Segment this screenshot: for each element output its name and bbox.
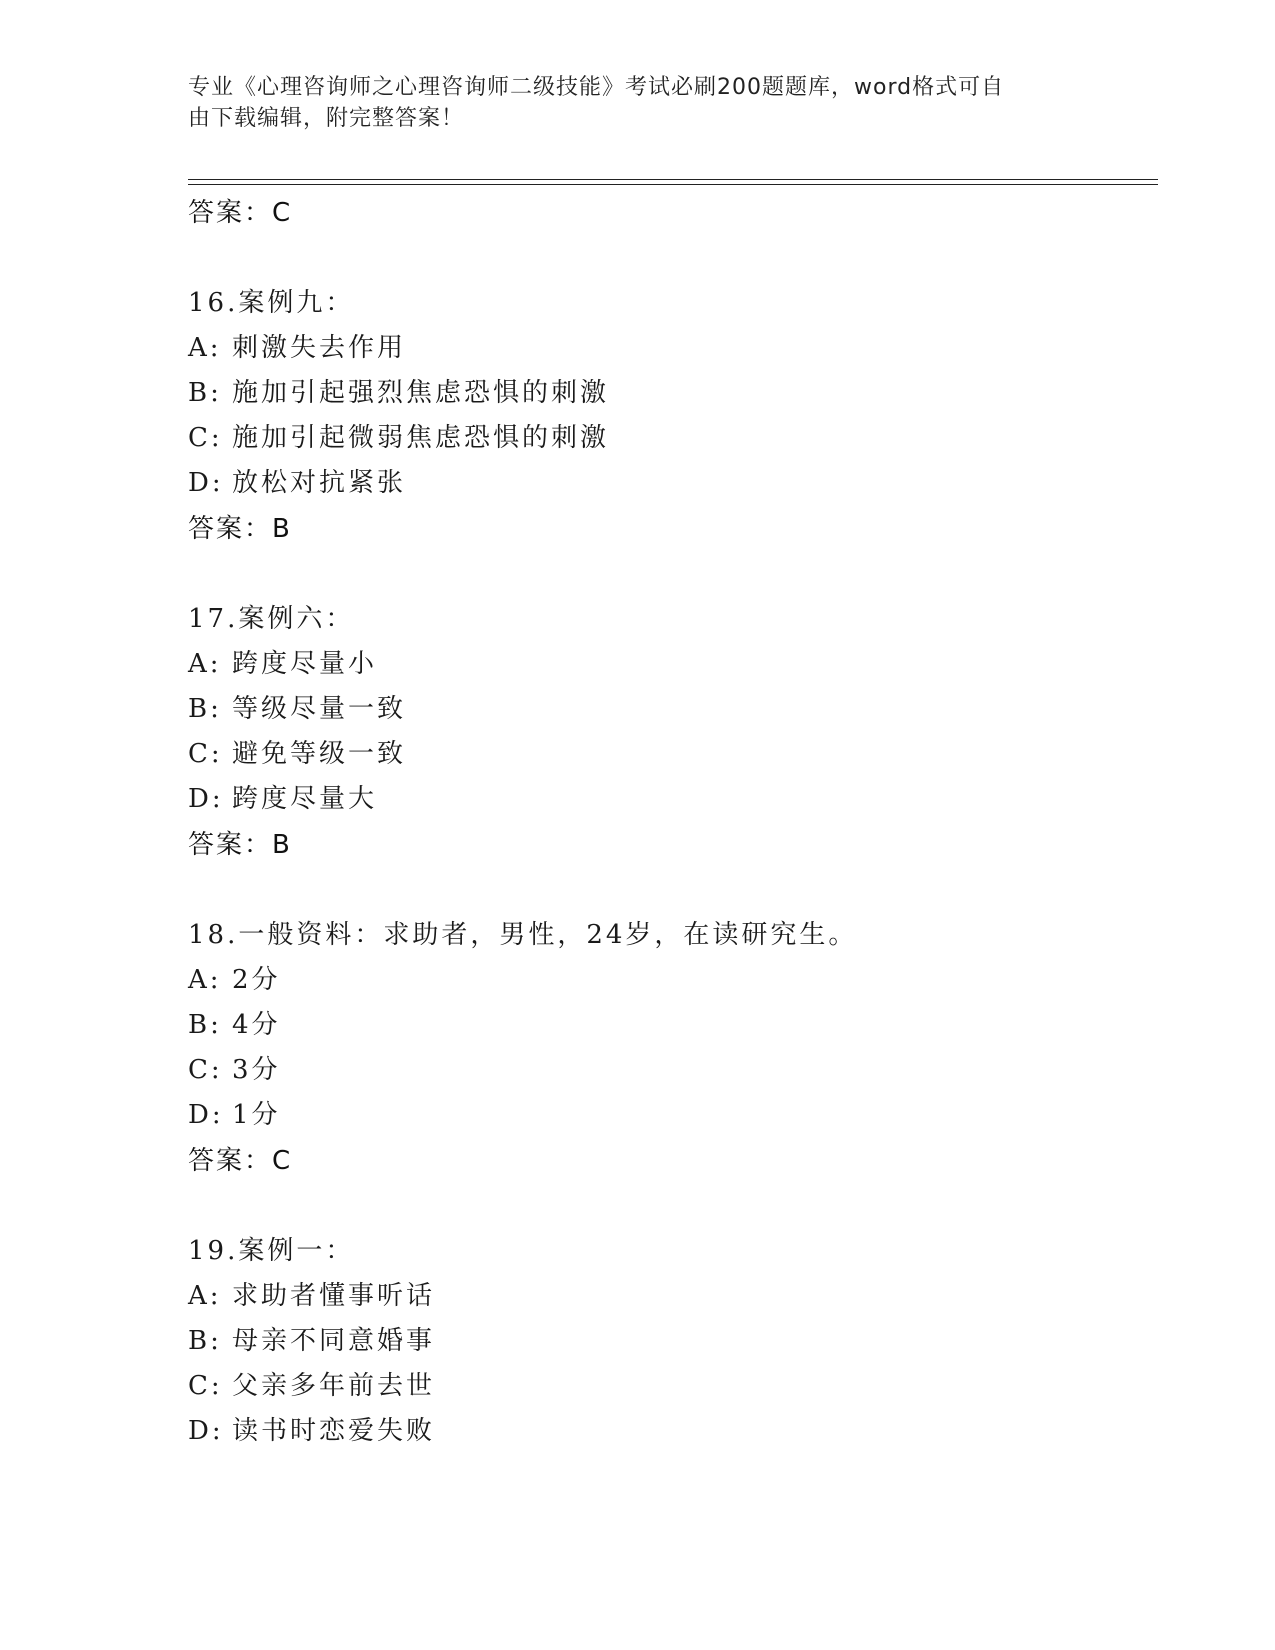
option-text: 父亲多年前去世 — [232, 1371, 436, 1401]
option-b — [188, 687, 1148, 732]
answer-line: 答案：B — [188, 514, 292, 544]
question-block — [188, 912, 1148, 1184]
header-divider-bottom — [188, 184, 1158, 185]
option-d — [188, 461, 1148, 506]
option-letter: A: — [188, 965, 222, 995]
option-a — [188, 1274, 1148, 1319]
question-title: 16.案例九： — [188, 288, 355, 318]
option-letter: C: — [188, 423, 223, 453]
header-divider-top — [188, 179, 1158, 180]
question-title: 17.案例六： — [188, 604, 355, 634]
option-d — [188, 1093, 1148, 1138]
header-line-2: 由下载编辑，附完整答案！ — [188, 106, 465, 131]
option-letter: B: — [188, 694, 222, 724]
option-text: 刺激失去作用 — [232, 333, 407, 363]
option-c — [188, 1048, 1148, 1093]
option-letter: A: — [188, 333, 222, 363]
option-text: 跨度尽量小 — [232, 649, 378, 679]
option-text: 2分 — [232, 965, 281, 995]
option-text: 跨度尽量大 — [232, 784, 378, 814]
option-c — [188, 416, 1148, 461]
answer-line: 答案：B — [188, 830, 292, 860]
option-letter: D: — [188, 1416, 224, 1446]
option-text: 等级尽量一致 — [232, 694, 407, 724]
question-title: 18.一般资料：求助者，男性，24岁，在读研究生。 — [188, 920, 858, 950]
option-text: 1分 — [232, 1100, 281, 1130]
option-c — [188, 732, 1148, 777]
option-letter: B: — [188, 1010, 222, 1040]
option-letter: A: — [188, 1281, 222, 1311]
option-text: 施加引起强烈焦虑恐惧的刺激 — [232, 378, 610, 408]
option-b — [188, 1003, 1148, 1048]
option-letter: C: — [188, 1371, 223, 1401]
option-letter: B: — [188, 378, 222, 408]
option-text: 避免等级一致 — [232, 739, 407, 769]
option-text: 母亲不同意婚事 — [232, 1326, 436, 1356]
option-d — [188, 777, 1148, 822]
option-letter: D: — [188, 1100, 224, 1130]
spacer — [188, 552, 1148, 596]
option-a — [188, 642, 1148, 687]
spacer — [188, 868, 1148, 912]
option-text: 求助者懂事听话 — [232, 1281, 436, 1311]
option-text: 施加引起微弱焦虑恐惧的刺激 — [232, 423, 610, 453]
option-b — [188, 1319, 1148, 1364]
option-b — [188, 371, 1148, 416]
document-header — [188, 72, 1068, 134]
option-letter: A: — [188, 649, 222, 679]
option-letter: D: — [188, 784, 224, 814]
header-line-1: 专业《心理咨询师之心理咨询师二级技能》考试必刷200题题库，word格式可自 — [188, 75, 1005, 100]
option-letter: C: — [188, 1055, 223, 1085]
option-text: 3分 — [232, 1055, 281, 1085]
question-block — [188, 1228, 1148, 1454]
option-d — [188, 1409, 1148, 1454]
option-a — [188, 326, 1148, 371]
option-text: 读书时恋爱失败 — [232, 1416, 436, 1446]
option-letter: C: — [188, 739, 223, 769]
answer-line: 答案：C — [188, 1146, 293, 1176]
question-list — [188, 190, 1148, 1454]
answer-line: 答案：C — [188, 198, 293, 228]
question-title: 19.案例一： — [188, 1236, 355, 1266]
spacer — [188, 1184, 1148, 1228]
question-block — [188, 596, 1148, 868]
spacer — [188, 236, 1148, 280]
option-a — [188, 958, 1148, 1003]
question-block — [188, 280, 1148, 552]
option-letter: D: — [188, 468, 224, 498]
option-text: 4分 — [232, 1010, 281, 1040]
option-text: 放松对抗紧张 — [232, 468, 407, 498]
option-letter: B: — [188, 1326, 222, 1356]
option-c — [188, 1364, 1148, 1409]
